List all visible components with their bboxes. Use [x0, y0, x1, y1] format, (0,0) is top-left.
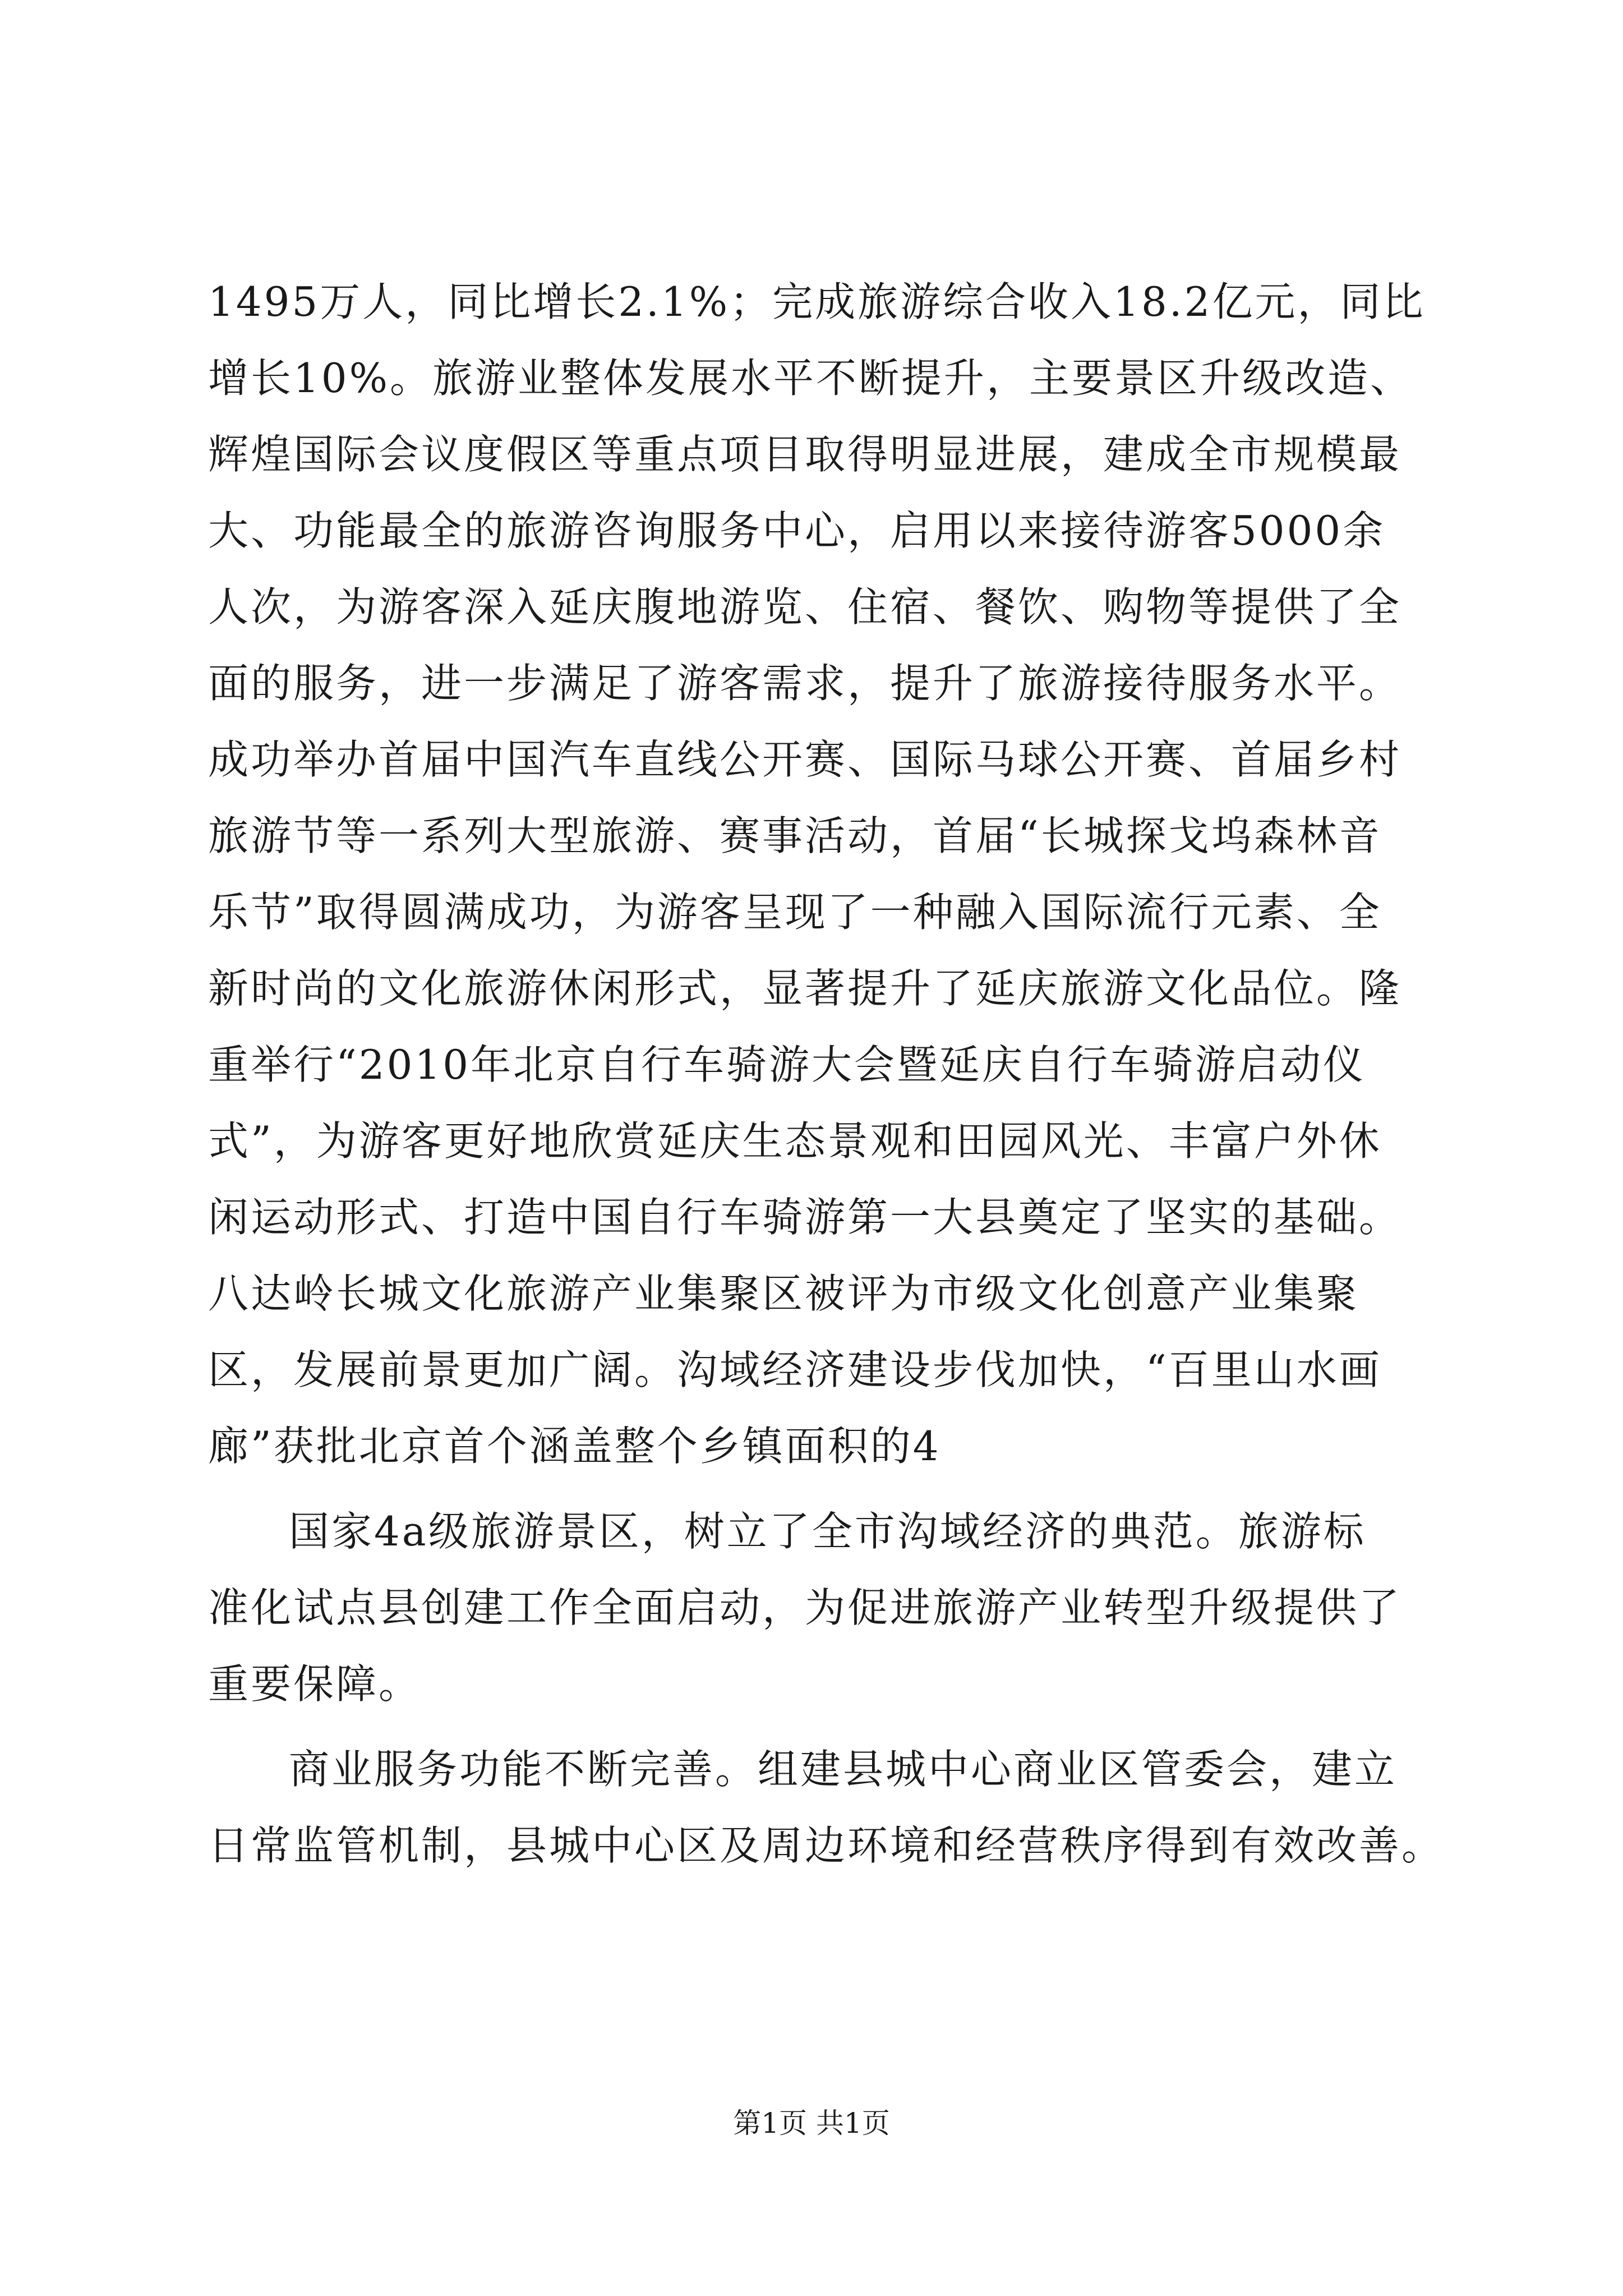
paragraph-spacer — [208, 1722, 1419, 1731]
text-line: 重举行“2010年北京自行车骑游大会暨延庆自行车骑游启动仪 — [208, 1041, 1366, 1088]
paragraph — [208, 1731, 1445, 1884]
text-line: 大、功能最全的旅游咨询服务中心，启用以来接待游客5000余 — [208, 507, 1386, 554]
text-line: 辉煌国际会议度假区等重点项目取得明显进展，建成全市规模最 — [208, 431, 1402, 478]
text-line: 新时尚的文化旅游休闲形式，显著提升了延庆旅游文化品位。隆 — [208, 965, 1402, 1012]
text-line: 成功举办首届中国汽车直线公开赛、国际马球公开赛、首届乡村 — [208, 736, 1402, 783]
paragraph — [208, 264, 1426, 1484]
text-line: 廊”获批北京首个涵盖整个乡镇面积的4 — [208, 1423, 941, 1470]
text-line: 重要保障。 — [208, 1660, 422, 1708]
text-line: 增长10%。旅游业整体发展水平不断提升，主要景区升级改造、 — [208, 355, 1413, 402]
text-line: 八达岭长城文化旅游产业集聚区被评为市级文化创意产业集聚 — [208, 1270, 1359, 1317]
text-line: 准化试点县创建工作全面启动，为促进旅游产业转型升级提供了 — [208, 1584, 1402, 1631]
text-line: 商业服务功能不断完善。组建县城中心商业区管委会，建立 — [289, 1746, 1398, 1793]
page-footer: 第1页 共1页 — [733, 2107, 890, 2139]
text-line: 国家4a级旅游景区，树立了全市沟域经济的典范。旅游标 — [289, 1508, 1366, 1555]
text-line: 面的服务，进一步满足了游客需求，提升了旅游接待服务水平。 — [208, 660, 1402, 707]
text-line: 日常监管机制，县城中心区及周边环境和经营秩序得到有效改善。 — [208, 1822, 1445, 1869]
text-line: 区，发展前景更加广阔。沟域经济建设步伐加快，“百里山水画 — [208, 1346, 1382, 1393]
paragraph — [208, 1493, 1419, 1722]
text-line: 旅游节等一系列大型旅游、赛事活动，首届“长城探戈坞森林音 — [208, 812, 1382, 859]
text-line: 1495万人，同比增长2.1%；完成旅游综合收入18.2亿元，同比 — [208, 278, 1426, 325]
text-line: 乐节”取得圆满成功，为游客呈现了一种融入国际流行元素、全 — [208, 889, 1382, 936]
paragraph-spacer — [208, 1484, 1419, 1493]
text-line: 人次，为游客深入延庆腹地游览、住宿、餐饮、购物等提供了全 — [208, 583, 1402, 631]
text-line: 式”，为游客更好地欣赏延庆生态景观和田园风光、丰富户外休 — [208, 1117, 1382, 1165]
text-line: 闲运动形式、打造中国自行车骑游第一大县奠定了坚实的基础。 — [208, 1194, 1402, 1241]
document-body — [208, 264, 1445, 1884]
